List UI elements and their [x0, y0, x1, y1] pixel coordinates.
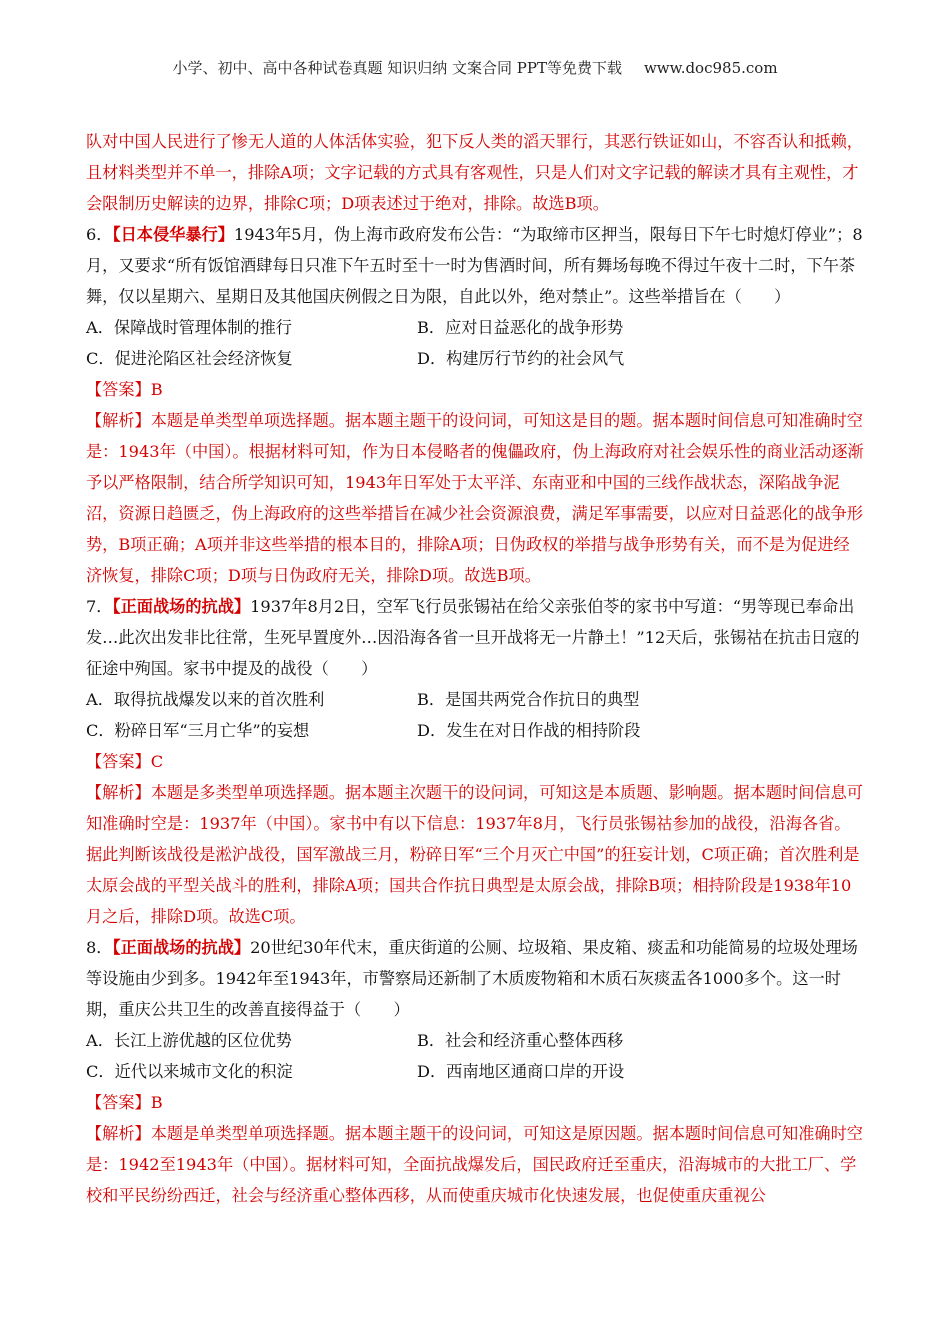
options-list [86, 312, 864, 374]
option-a: A．取得抗战爆发以来的首次胜利 [86, 690, 325, 709]
option-c: C．粉碎日军“三月亡华”的妄想 [86, 721, 310, 740]
option-d: D．发生在对日作战的相持阶段 [417, 721, 641, 740]
analysis-text: 本题是多类型单项选择题。据本题主次题干的设问词，可知这是本质题、影响题。据本题时间信息可知准确时空是：1937年（中国）。家书中有以下信息：1937年8月，飞行员张锡祜参加的战役，沿海各省。据此判断该战役是淞沪战役，国军激战三月，粉碎日军“三个月灭亡中国”的狂妄计划，C项正确；首次胜利是太原会战的平型关战斗的胜利，排除A项；国共合作抗日典型是太原会战，排除B项；相持阶段是1938年10月之后，排除D项。故选C项。 [86, 783, 863, 926]
question-text: 1937年8月2日，空军飞行员张锡祜在给父亲张伯苓的家书中写道：“男等现已奉命出发…此次出发非比往常，生死早置度外…因沿海各省一旦开战将无一片静土！”12天后，张锡祜在抗击日寇的征途中殉国。家书中提及的战役（ ） [86, 597, 860, 678]
option-a: A．保障战时管理体制的推行 [86, 318, 292, 337]
analysis-paragraph [86, 1118, 864, 1211]
analysis-paragraph [86, 777, 864, 932]
question-number: 7． [86, 597, 113, 616]
question-number: 8． [86, 938, 113, 957]
option-d: D．构建厉行节约的社会风气 [417, 349, 625, 368]
answer-line: 【答案】B [86, 1093, 163, 1112]
option-a: A．长江上游优越的区位优势 [86, 1031, 292, 1050]
question-tag: 【正面战场的抗战】 [112, 597, 251, 616]
answer-line: 【答案】B [86, 380, 163, 399]
question-tag: 【日本侵华暴行】 [112, 225, 234, 244]
option-b: B．社会和经济重心整体西移 [417, 1031, 624, 1050]
question-stem [86, 219, 864, 312]
question-6 [86, 219, 864, 591]
answer-line: 【答案】C [86, 752, 164, 771]
analysis-paragraph [86, 405, 864, 591]
option-b: B．应对日益恶化的战争形势 [417, 318, 624, 337]
question-tag: 【正面战场的抗战】 [112, 938, 251, 957]
options-list [86, 1025, 864, 1087]
analysis-label: 【解析】 [86, 411, 151, 430]
analysis-text: 本题是单类型单项选择题。据本题主题干的设问词，可知这是目的题。据本题时间信息可知准确时空是：1943年（中国）。根据材料可知，作为日本侵略者的傀儡政府，伪上海政府对社会娱乐性的商业活动逐渐予以严格限制，结合所学知识可知，1943年日军处于太平洋、东南亚和中国的三线作战状态，深陷战争泥沼，资源日趋匮乏，伪上海政府的这些举措旨在减少社会资源浪费，满足军事需要，以应对日益恶化的战争形势，B项正确；A项并非这些举措的根本目的，排除A项；日伪政权的举措与战争形势有关，而不是为促进经济恢复，排除C项；D项与日伪政府无关，排除D项。故选B项。 [86, 411, 864, 585]
analysis-text: 本题是单类型单项选择题。据本题主题干的设问词，可知这是原因题。据本题时间信息可知准确时空是：1942至1943年（中国）。据材料可知，全面抗战爆发后，国民政府迁至重庆，沿海城市的大批工厂、学校和平民纷纷西迁，社会与经济重心整体西移，从而使重庆城市化快速发展，也促使重庆重视公 [86, 1124, 863, 1205]
page-header [0, 57, 950, 78]
analysis-label: 【解析】 [86, 783, 151, 802]
document-body [86, 126, 864, 1211]
question-7 [86, 591, 864, 932]
option-b: B．是国共两党合作抗日的典型 [417, 690, 640, 709]
question-stem [86, 932, 864, 1025]
header-url[interactable]: www.doc985.com [643, 59, 778, 77]
question-number: 6． [86, 225, 113, 244]
question-stem [86, 591, 864, 684]
options-list [86, 684, 864, 746]
header-text: 小学、初中、高中各种试卷真题 知识归纳 文案合同 PPT等免费下载 [172, 59, 622, 77]
option-c: C．促进沦陷区社会经济恢复 [86, 349, 293, 368]
option-c: C．近代以来城市文化的积淀 [86, 1062, 293, 1081]
analysis-label: 【解析】 [86, 1124, 151, 1143]
question-text: 20世纪30年代末，重庆街道的公厕、垃圾箱、果皮箱、痰盂和功能简易的垃圾处理场等设施由少到多。1942年至1943年，市警察局还新制了木质废物箱和木质石灰痰盂各1000多个。这一时期，重庆公共卫生的改善直接得益于（ ） [86, 938, 858, 1019]
previous-analysis-continuation: 队对中国人民进行了惨无人道的人体活体实验，犯下反人类的滔天罪行，其恶行铁证如山，不容否认和抵赖，且材料类型并不单一，排除A项；文字记载的方式具有客观性，只是人们对文字记载的解读才具有主观性，才会限制历史解读的边界，排除C项；D项表述过于绝对，排除。故选B项。 [86, 132, 863, 213]
question-8 [86, 932, 864, 1211]
question-text: 1943年5月，伪上海市政府发布公告：“为取缔市区押当，限每日下午七时熄灯停业”；8月，又要求“所有饭馆酒肆每日只准下午五时至十一时为售酒时间，所有舞场每晚不得过午夜十二时，下午茶舞，仅以星期六、星期日及其他国庆例假之日为限，自此以外，绝对禁止”。这些举措旨在（ ） [86, 225, 863, 306]
option-d: D．西南地区通商口岸的开设 [417, 1062, 625, 1081]
